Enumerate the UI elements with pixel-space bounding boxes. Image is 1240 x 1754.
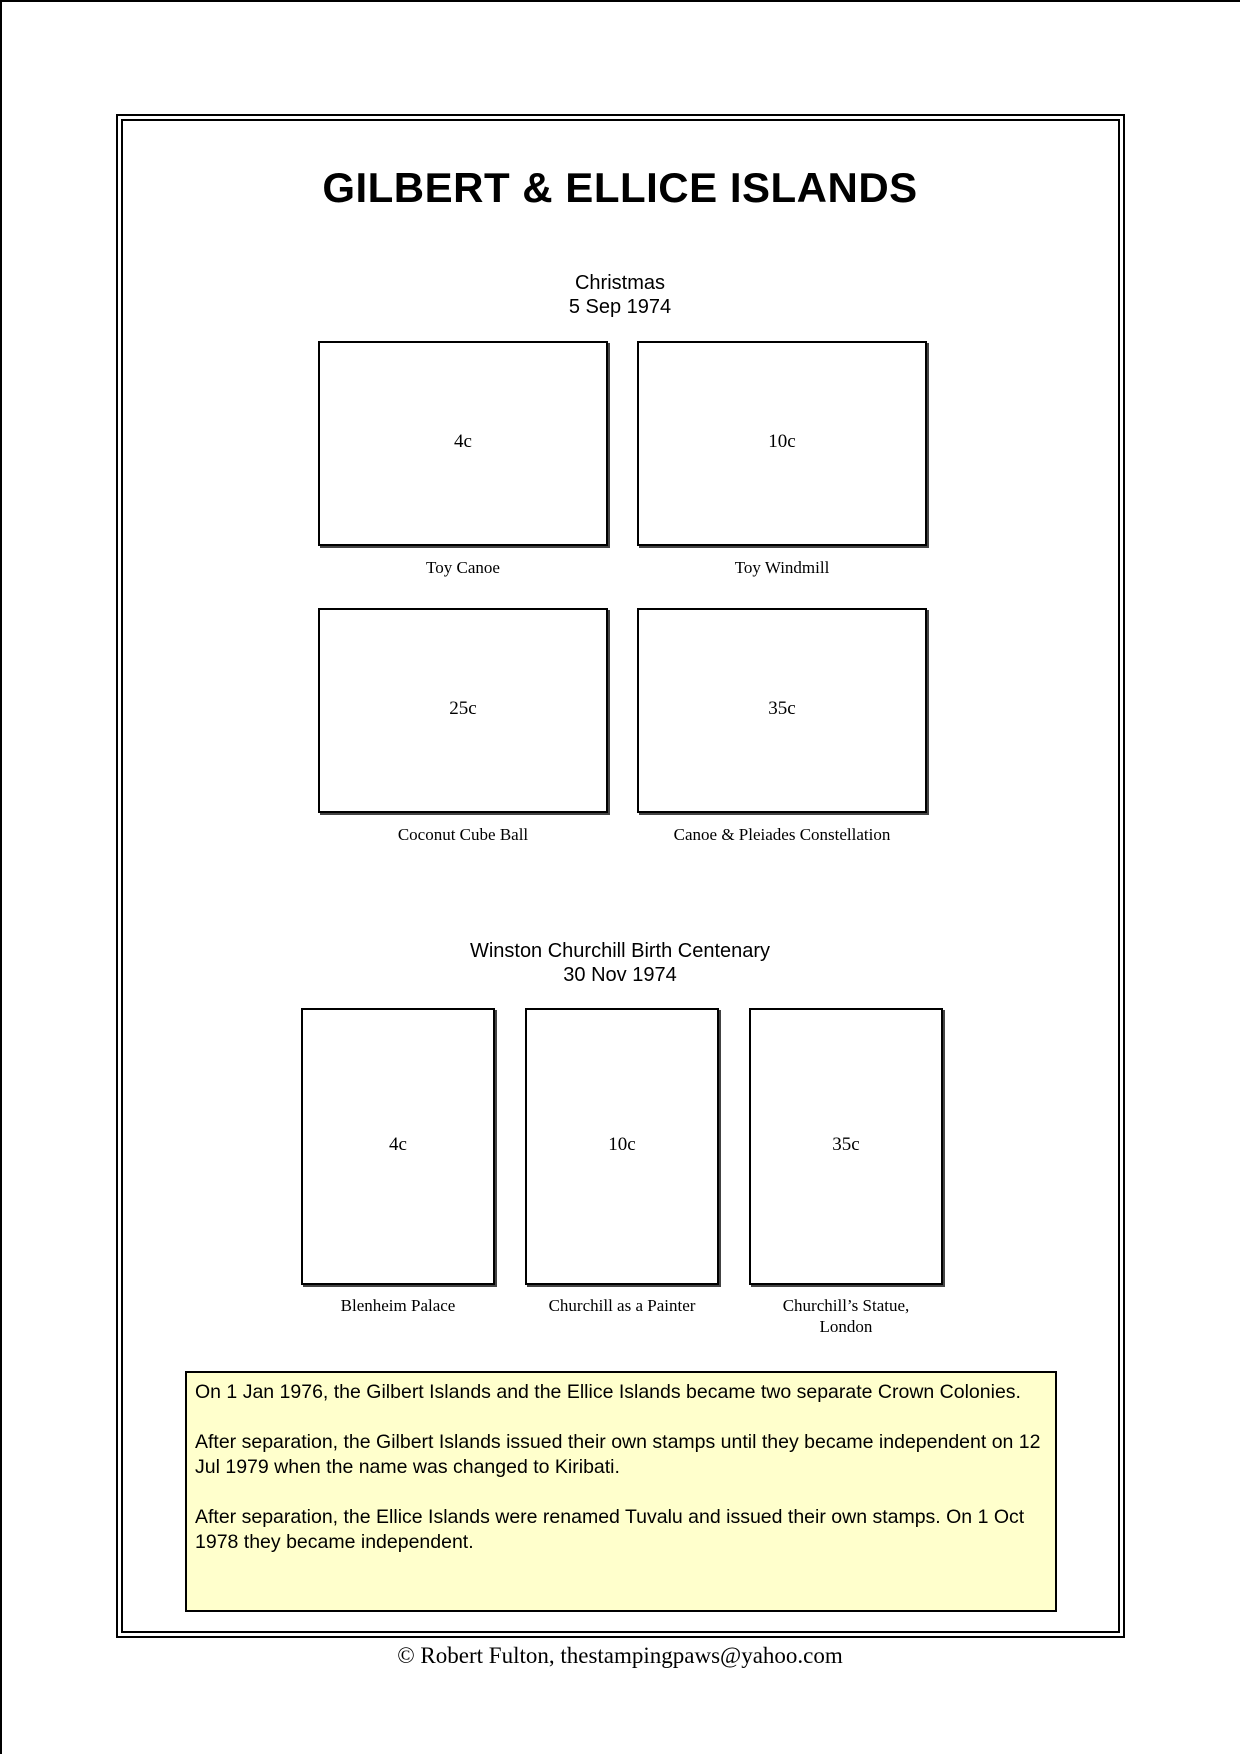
caption-line: London (819, 1317, 873, 1336)
stamp-caption: Blenheim Palace (340, 1296, 456, 1315)
stamp-mount-35c (637, 608, 927, 813)
stamp-caption: Canoe & Pleiades Constellation (673, 825, 891, 844)
issue-date: 30 Nov 1974 (563, 964, 677, 986)
stamp-mount-4c (301, 1008, 495, 1285)
stamp-value: 35c (768, 698, 796, 719)
page-title: GILBERT & ELLICE ISLANDS (322, 164, 918, 211)
stamp-caption (734, 1295, 958, 1337)
stamp-mount-25c (318, 608, 608, 813)
note-paragraph: After separation, the Ellice Islands were renamed Tuvalu and issued their own stamps. On 1 Oct 1978 they became independent. (195, 1506, 1025, 1553)
stamp-mount-4c (318, 341, 608, 546)
stamp-value: 4c (454, 431, 472, 452)
stamp-mount-10c (637, 341, 927, 546)
stamp-value: 4c (389, 1134, 407, 1155)
stamp-caption: Coconut Cube Ball (397, 825, 529, 844)
stamp-mount-10c (525, 1008, 719, 1285)
copyright-footer: © Robert Fulton, thestampingpaws@yahoo.com (397, 1643, 843, 1668)
stamp-caption: Toy Canoe (426, 558, 500, 577)
issue-name: Winston Churchill Birth Centenary (469, 940, 771, 962)
note-paragraph: After separation, the Gilbert Islands issued their own stamps until they became independent on 12 Jul 1979 when the name was changed to Kiribati. (195, 1431, 1041, 1478)
stamp-value: 10c (768, 431, 796, 452)
stamp-caption: Toy Windmill (734, 558, 830, 577)
stamp-value: 35c (832, 1134, 860, 1155)
history-note-box (185, 1371, 1057, 1612)
issue-heading-churchill (120, 939, 1120, 987)
stamp-caption: Churchill as a Painter (548, 1296, 696, 1315)
stamp-value: 25c (449, 698, 477, 719)
stamp-value: 10c (608, 1134, 636, 1155)
caption-line: Churchill’s Statue, (782, 1296, 910, 1315)
note-paragraph: On 1 Jan 1976, the Gilbert Islands and the Ellice Islands became two separate Crown Colonies. (195, 1381, 1021, 1403)
stamp-mount-35c (749, 1008, 943, 1285)
issue-heading-christmas (120, 271, 1120, 319)
issue-date: 5 Sep 1974 (568, 296, 672, 318)
issue-name: Christmas (574, 272, 665, 294)
